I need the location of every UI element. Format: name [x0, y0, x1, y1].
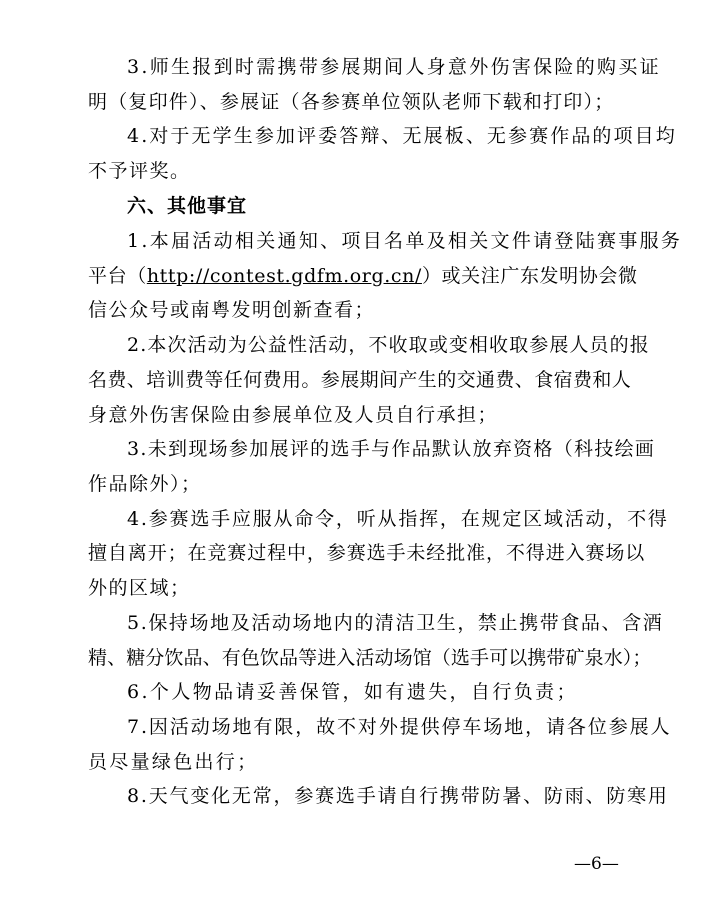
- other-item-1-line-2: [88, 263, 706, 289]
- other-item-4-line-2: 擅自离开；在竞赛过程中，参赛选手未经批准，不得进入赛场以: [88, 542, 646, 564]
- other-item-1-prefix: 平台（: [88, 265, 147, 287]
- item-4-line-2: 不予评奖。: [88, 160, 191, 182]
- other-item-6-line-1: 6.个人物品请妥善保管，如有遗失，自行负责；: [127, 681, 578, 703]
- item-4-line-1: 4.对于无学生参加评委答辩、无展板、无参赛作品的项目均: [127, 125, 677, 147]
- section-heading: 六、其他事宜: [127, 195, 248, 217]
- other-item-7-line-2: 员尽量绿色出行；: [88, 751, 259, 773]
- other-item-3-line-1: 3.未到现场参加展评的选手与作品默认放弃资格（科技绘画: [127, 438, 656, 460]
- other-item-1-line-1: 1.本届活动相关通知、项目名单及相关文件请登陆赛事服务: [127, 230, 683, 252]
- other-item-2-line-1: 2.本次活动为公益性活动，不收取或变相收取参展人员的报: [127, 334, 650, 356]
- other-item-2-line-2: 名费、培训费等任何费用。参展期间产生的交通费、食宿费和人: [88, 369, 632, 391]
- contest-platform-link[interactable]: http://contest.gdfm.org.cn/: [146, 265, 422, 287]
- other-item-4-line-1: 4.参赛选手应服从命令，听从指挥，在规定区域活动，不得: [127, 508, 669, 530]
- other-item-5-line-2: 精、糖分饮品、有色饮品等进入活动场馆（选手可以携带矿泉水）；: [88, 647, 652, 669]
- other-item-5-line-1: 5.保持场地及活动场地内的清洁卫生，禁止携带食品、含酒: [127, 612, 664, 634]
- page-number: —6—: [574, 854, 619, 874]
- other-item-1-suffix: ）或关注广东发明协会微: [421, 265, 638, 287]
- item-3-line-2: 明（复印件）、参展证（各参赛单位领队老师下载和打印）；: [88, 91, 615, 113]
- other-item-4-line-3: 外的区域；: [88, 577, 191, 599]
- other-item-8-line-1: 8.天气变化无常，参赛选手请自行携带防暑、防雨、防寒用: [127, 785, 669, 807]
- other-item-2-line-3: 身意外伤害保险由参展单位及人员自行承担；: [88, 404, 499, 426]
- other-item-3-line-2: 作品除外）；: [88, 473, 202, 495]
- other-item-1-line-3: 信公众号或南粤发明创新查看；: [88, 299, 376, 321]
- item-3-line-1: 3.师生报到时需携带参展期间人身意外伤害保险的购买证: [127, 56, 661, 78]
- other-item-7-line-1: 7.因活动场地有限，故不对外提供停车场地，请各位参展人: [127, 716, 672, 738]
